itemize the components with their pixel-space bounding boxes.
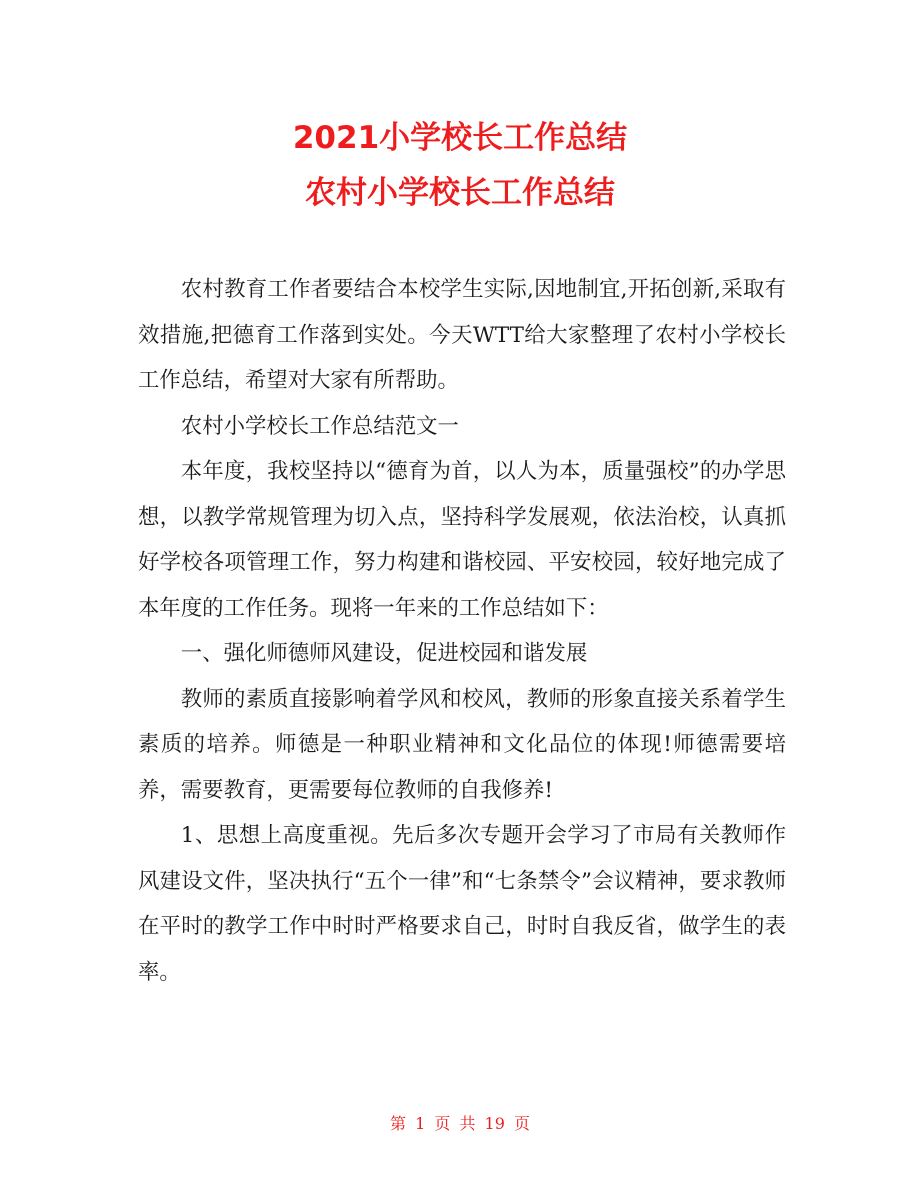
body-paragraph: 教师的素质直接影响着学风和校风，教师的形象直接关系着学生素质的培养。师德是一种职业精神和文化品位的体现!师德需要培养，需要教育，更需要每位教师的自我修养! (138, 686, 786, 803)
document-title-line2: 农村小学校长工作总结 (305, 175, 615, 211)
section-heading: 一、强化师德师风建设，促进校园和谐发展 (180, 641, 588, 666)
document-title-line1: 2021小学校长工作总结 (292, 120, 628, 156)
page-number-footer: 第 1 页 共 19 页 (390, 1114, 530, 1133)
body-paragraph: 本年度，我校坚持以“德育为首，以人为本，质量强校”的办学思想，以教学常规管理为切入点，坚持科学发展观，依法治校，认真抓好学校各项管理工作，努力构建和谐校园、平安校园，较好地完成了本年度的工作任务。现将一年来的工作总结如下： (138, 459, 786, 621)
document-body (138, 267, 786, 995)
section-heading-sample-one: 农村小学校长工作总结范文一 (180, 413, 459, 439)
intro-paragraph: 农村教育工作者要结合本校学生实际,因地制宜,开拓创新,采取有效措施,把德育工作落到实处。今天WTT给大家整理了农村小学校长工作总结，希望对大家有所帮助。 (138, 277, 786, 393)
body-paragraph: 1、思想上高度重视。先后多次专题开会学习了市局有关教师作风建设文件，坚决执行“五个一律”和“七条禁令”会议精神，要求教师在平时的教学工作中时时严格要求自己，时时自我反省，做学生的表率。 (138, 823, 786, 985)
